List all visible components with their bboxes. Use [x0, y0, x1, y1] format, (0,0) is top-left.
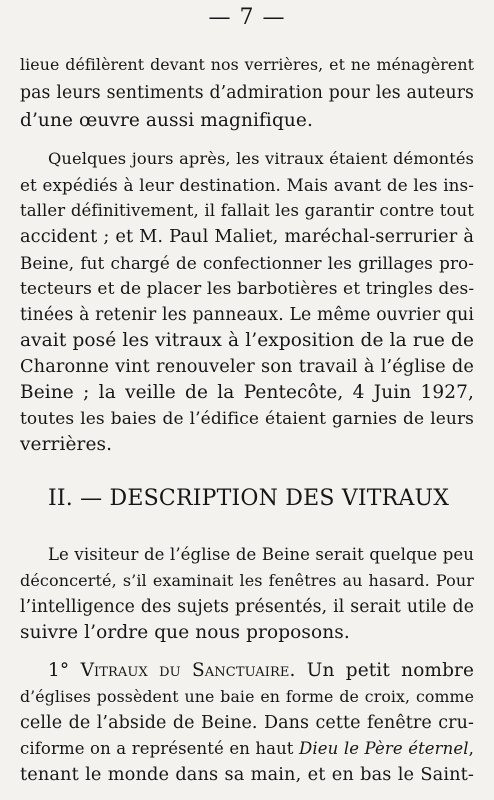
paragraph-2-line: tinées à retenir les panneaux. Le même ouvrier qui [20, 305, 474, 325]
paragraph-3-line: l’intelligence des sujets présentés, il serait utile de [20, 597, 474, 617]
paragraph-1-line: d’une œuvre aussi magnifique. [20, 110, 313, 131]
paragraph-4-caps-title: Vitraux du Sanctuaire. [80, 660, 296, 681]
paragraph-2-line: avait posé les vitraux à l’exposition de la rue de [20, 330, 474, 351]
page-number: — 7 — [208, 5, 286, 30]
paragraph-2-line: tecteurs et de placer les barbotières et tringles des- [20, 279, 475, 299]
section-heading: II. — DESCRIPTION DES VITRAUX [48, 486, 450, 511]
paragraph-3-line: déconcerté, s’il examinait les fenêtres au hasard. Pour [20, 571, 474, 590]
paragraph-2-line: taller définitivement, il fallait les garantir contre tout [20, 201, 474, 220]
paragraph-4-line-4-punct: , [468, 739, 474, 758]
paragraph-4-line: tenant le monde dans sa main, et en bas le Saint- [20, 765, 474, 785]
paragraph-2-line: Quelques jours après, les vitraux étaient démontés [48, 149, 474, 168]
paragraph-2-line: toutes les baies de l’édifice étaient garnies de leurs [20, 409, 474, 429]
paragraph-4-line-4-text: ciforme on a représenté en haut [20, 739, 300, 758]
paragraph-2-line: accident ; et M. Paul Maliet, maréchal-serrurier à [20, 227, 474, 247]
paragraph-4-line: celle de l’abside de Beine. Dans cette fenêtre cru- [20, 713, 474, 733]
paragraph-4-lead-text: Un petit nombre [295, 660, 475, 681]
paragraph-2-line: Charonne vint renouveler son travail à l’église de [20, 357, 474, 377]
paragraph-3-line: suivre l’ordre que nous proposons. [20, 622, 350, 643]
paragraph-2-line: Beine, fut chargé de confectionner les grillages pro- [20, 253, 474, 273]
paragraph-4-line: d’églises possèdent une baie en forme de croix, comme [20, 687, 474, 706]
paragraph-3-line: Le visiteur de l’église de Beine serait quelque peu [48, 545, 474, 564]
paragraph-2-line: Beine ; la veille de la Pentecôte, 4 Juin 1927, [20, 382, 474, 403]
paragraph-1-line: pas leurs sentiments d’admiration pour les auteurs [20, 83, 474, 103]
paragraph-2-line: verrières. [20, 434, 113, 455]
paragraph-4-number: 1° [48, 660, 70, 681]
paragraph-4-line [20, 736, 474, 762]
paragraph-1-line: lieue défilèrent devant nos verrières, et ne ménagèrent [20, 55, 474, 74]
paragraph-4-line [48, 658, 474, 684]
paragraph-2-line: et expédiés à leur destination. Mais avant de les ins- [20, 175, 474, 195]
paragraph-4-italic-phrase: Dieu le Père éternel [299, 739, 469, 758]
